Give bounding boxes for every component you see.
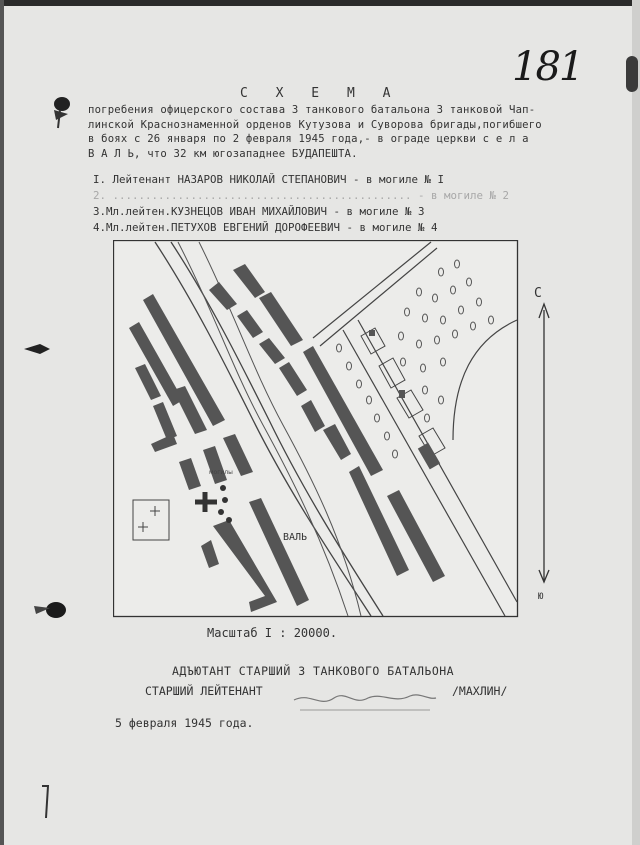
scan-edge-left xyxy=(0,0,4,845)
north-label: С xyxy=(534,286,542,301)
punch-hole-mark xyxy=(22,338,52,360)
archive-page-number: 181 xyxy=(512,44,583,90)
roster-row: I. Лейтенант НАЗАРОВ НИКОЛАЙ СТЕПАНОВИЧ - в могиле № I xyxy=(93,173,445,186)
punch-hole-mark xyxy=(36,782,56,822)
compass-arrow xyxy=(530,290,560,610)
signer-rank: СТАРШИЙ ЛЕЙТЕНАНТ xyxy=(145,684,263,698)
roster-row: 3.Мл.лейтен.КУЗНЕЦОВ ИВАН МИХАЙЛОВИЧ - в могиле № 3 xyxy=(93,205,425,218)
burial-roster xyxy=(93,172,509,236)
graves-label: могилы xyxy=(209,469,233,476)
punch-hole-mark xyxy=(30,596,70,624)
scan-edge-right xyxy=(632,0,640,845)
signer-name: /МАХЛИН/ xyxy=(452,684,508,698)
map-drawing xyxy=(113,240,519,618)
body-line: в боях с 26 января по 2 февраля 1945 года,- в ограде церкви с е л а xyxy=(88,133,529,145)
punch-hole-mark xyxy=(40,90,80,140)
scan-edge-top xyxy=(0,0,640,6)
document-date: 5 февраля 1945 года. xyxy=(115,716,254,730)
burial-site-map xyxy=(113,240,519,622)
roster-row: 2. .............................................. - в могиле № 2 xyxy=(93,189,510,202)
body-line: линской Краснознаменной орденов Кутузова и Суворова бригады,погибшего xyxy=(88,118,542,131)
signer-title: АДЪЮТАНТ СТАРШИЙ 3 ТАНКОВОГО БАТАЛЬОНА xyxy=(172,664,455,678)
roster-row: 4.Мл.лейтен.ПЕТУХОВ ЕВГЕНИЙ ДОРОФЕЕВИЧ - в могиле № 4 xyxy=(93,221,438,234)
page-edge-mark xyxy=(622,56,640,96)
body-line: В А Л Ь, что 32 км югозападнее БУДАПЕШТА. xyxy=(88,147,358,160)
document-title: С Х Е М А xyxy=(240,86,401,101)
handwritten-signature xyxy=(290,686,440,716)
map-scale: Масштаб I : 20000. xyxy=(207,626,338,640)
body-line: погребения офицерского состава 3 танкового батальона 3 танковой Чап- xyxy=(88,104,536,116)
village-label: ВАЛЬ xyxy=(283,532,308,543)
south-label: Ю xyxy=(538,592,544,602)
document-body xyxy=(88,103,633,161)
